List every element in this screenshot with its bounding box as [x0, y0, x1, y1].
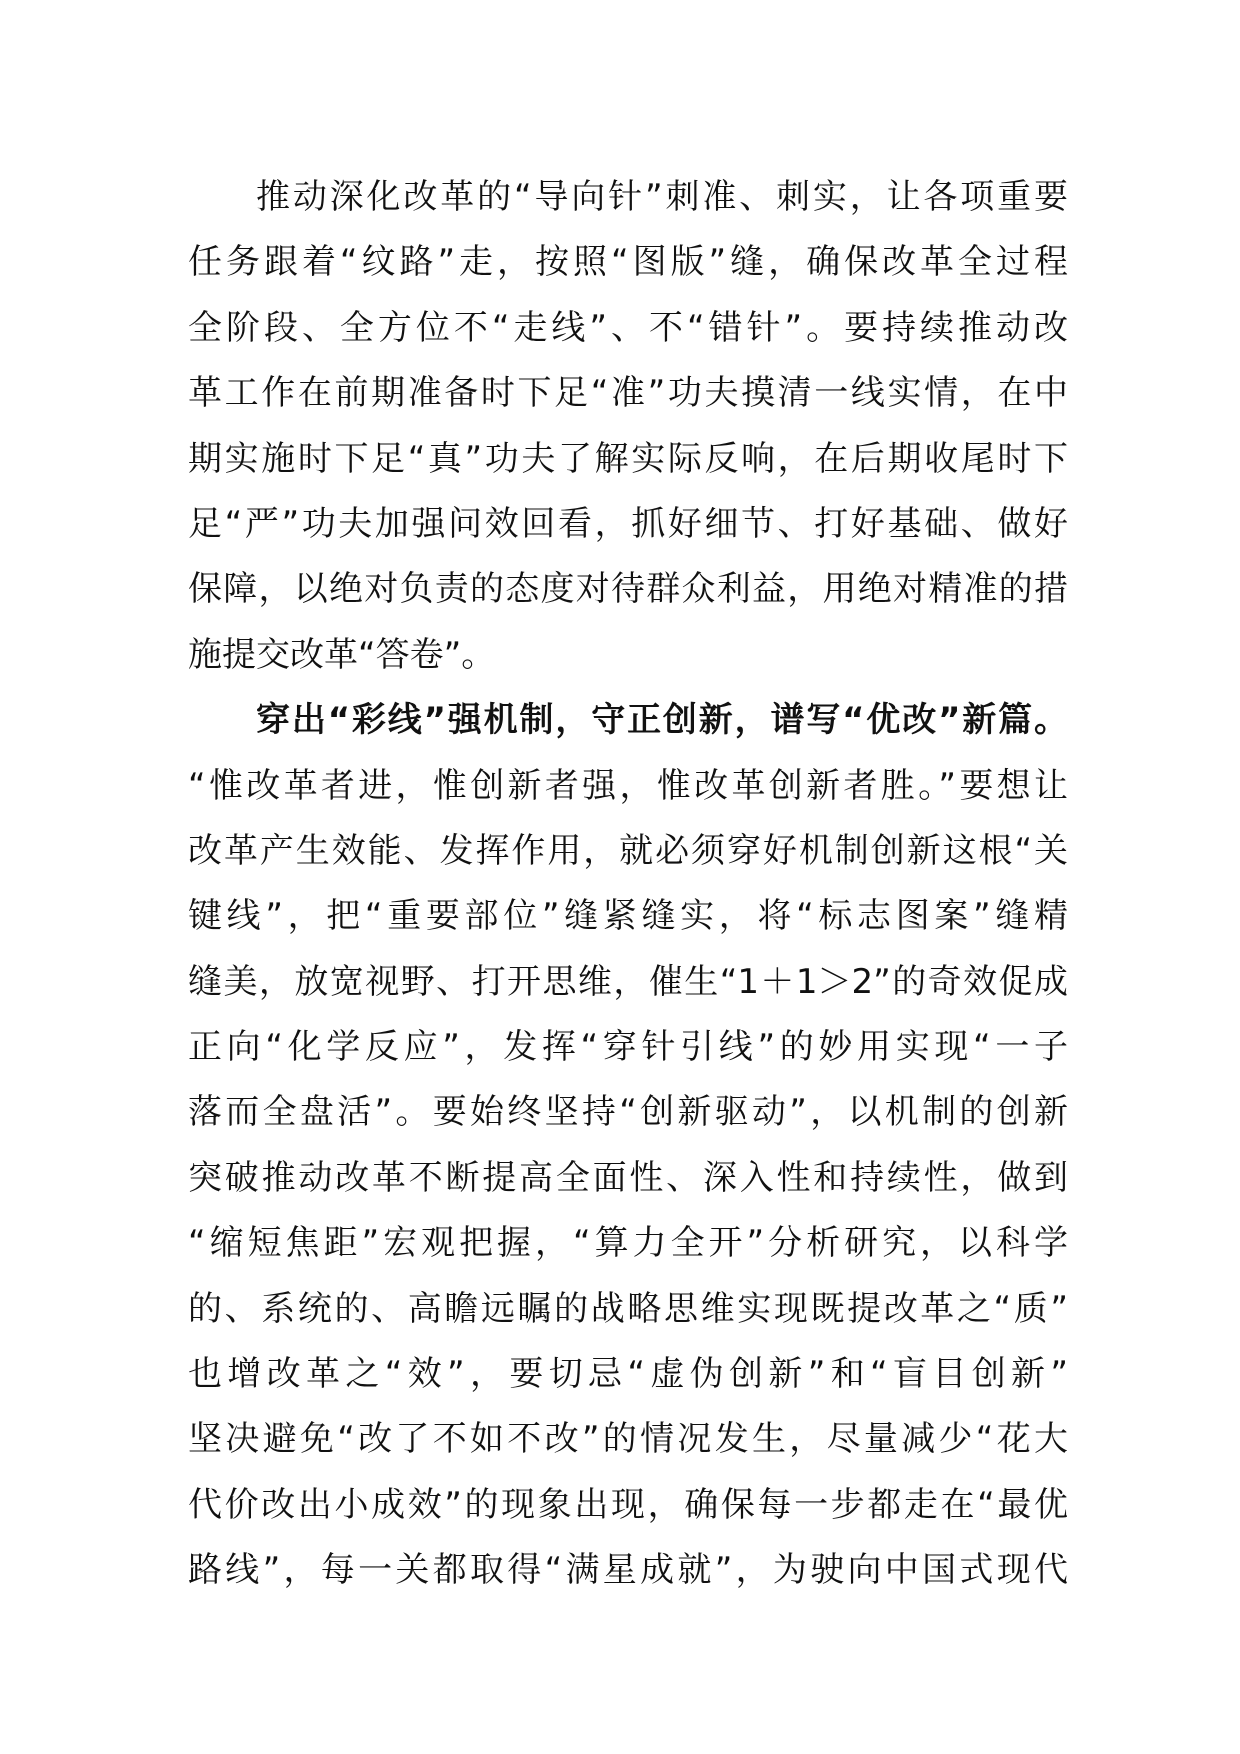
paragraph-line: 足“严”功夫加强问效回看，抓好细节、打好基础、做好 — [188, 503, 1068, 544]
paragraph-line: 也增改革之“效”，要切忌“虚伪创新”和“盲目创新” — [188, 1354, 1068, 1395]
paragraph-line: 坚决避免“改了不如不改”的情况发生，尽量减少“花大 — [188, 1419, 1068, 1460]
paragraph-line: 路线”，每一关都取得“满星成就”，为驶向中国式现代 — [188, 1550, 1068, 1591]
paragraph-line: 落而全盘活”。要始终坚持“创新驱动”，以机制的创新 — [188, 1092, 1068, 1133]
paragraph-line: 期实施时下足“真”功夫了解实际反响，在后期收尾时下 — [188, 438, 1068, 479]
paragraph-line: 键线”，把“重要部位”缝紧缝实，将“标志图案”缝精 — [188, 896, 1068, 937]
paragraph-line: 代价改出小成效”的现象出现，确保每一步都走在“最优 — [188, 1484, 1068, 1525]
paragraph-line: “惟改革者进，惟创新者强，惟改革创新者胜。”要想让 — [188, 765, 1068, 806]
paragraph-line: 正向“化学反应”，发挥“穿针引线”的妙用实现“一子 — [188, 1027, 1068, 1068]
document-body — [188, 165, 1068, 1604]
paragraph-line: 革工作在前期准备时下足“准”功夫摸清一线实情，在中 — [188, 373, 1068, 414]
paragraph-line: 任务跟着“纹路”走，按照“图版”缝，确保改革全过程 — [188, 242, 1068, 283]
paragraph-line: “缩短焦距”宏观把握，“算力全开”分析研究，以科学 — [188, 1223, 1068, 1264]
paragraph-line: 的、系统的、高瞻远瞩的战略思维实现既提改革之“质” — [188, 1288, 1068, 1329]
section-heading: 穿出“彩线”强机制，守正创新，谱写“优改”新篇。 — [256, 700, 1068, 741]
paragraph-line: 施提交改革“答卷”。 — [188, 634, 496, 675]
paragraph-line: 缝美，放宽视野、打开思维，催生“1＋1＞2”的奇效促成 — [188, 961, 1068, 1002]
paragraph-line: 保障，以绝对负责的态度对待群众利益，用绝对精准的措 — [188, 569, 1068, 610]
paragraph-line: 推动深化改革的“导向针”刺准、刺实，让各项重要 — [256, 177, 1068, 217]
paragraph-line: 全阶段、全方位不“走线”、不“错针”。要持续推动改 — [188, 307, 1068, 348]
paragraph-line: 突破推动改革不断提高全面性、深入性和持续性，做到 — [188, 1157, 1068, 1198]
paragraph-line: 改革产生效能、发挥作用，就必须穿好机制创新这根“关 — [188, 830, 1068, 871]
